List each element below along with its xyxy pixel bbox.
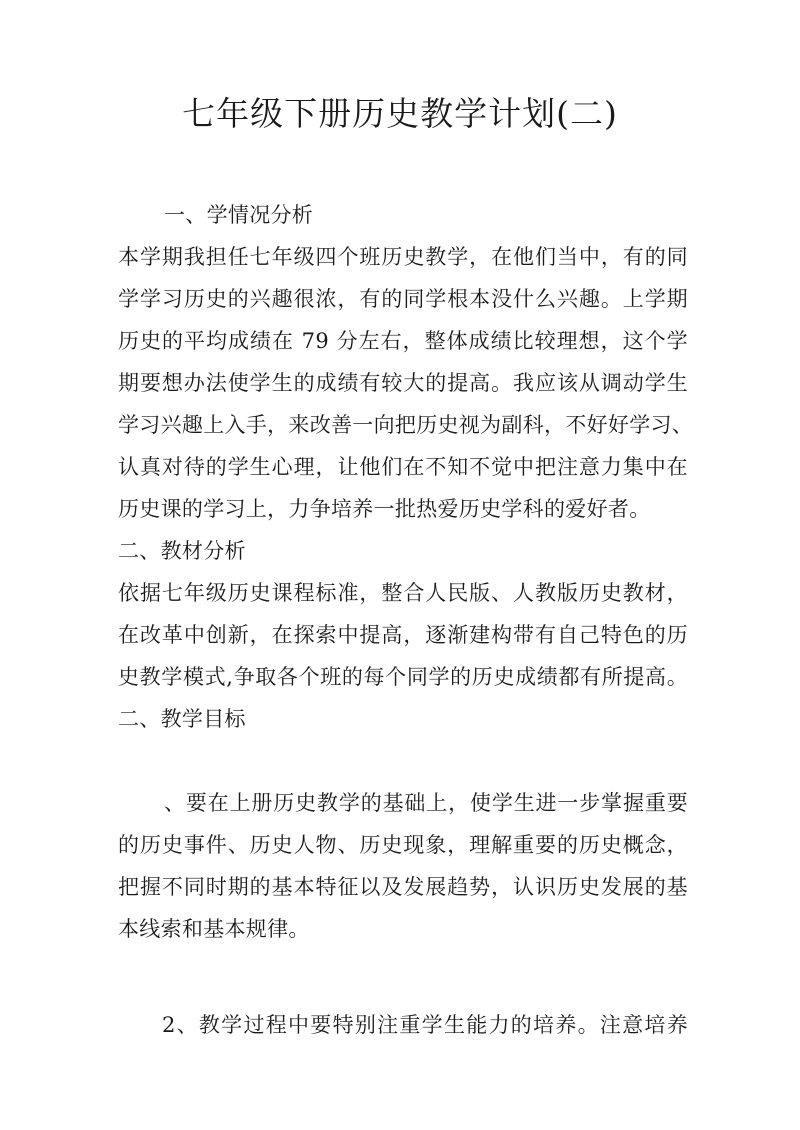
section-heading-textbook-analysis: 二、教材分析 <box>118 539 246 563</box>
paragraph-line: 本学期我担任七年级四个班历史教学，在他们当中，有的同 <box>118 245 688 269</box>
paragraph-line: 2、教学过程中要特别注重学生能力的培养。注意培养 <box>162 1013 688 1037</box>
paragraph-line: 依据七年级历史课程标准，整合人民版、人教版历史教材， <box>118 581 688 605</box>
paragraph-line: 期要想办法使学生的成绩有较大的提高。我应该从调动学生 <box>118 371 688 395</box>
paragraph-line: 的历史事件、历史人物、历史现象，理解重要的历史概念， <box>118 833 688 857</box>
paragraph-line: 历史课的学习上，力争培养一批热爱历史学科的爱好者。 <box>118 497 651 521</box>
section-heading-teaching-goals: 二、教学目标 <box>118 707 246 731</box>
paragraph-line: 历史的平均成绩在 79 分左右，整体成绩比较理想，这个学 <box>118 329 688 353</box>
paragraph-line: 史教学模式,争取各个班的每个同学的历史成绩都有所提高。 <box>118 665 688 689</box>
section-heading-learner-analysis: 一、学情况分析 <box>164 203 314 227</box>
document-title: 七年级下册历史教学计划(二) <box>182 94 618 133</box>
paragraph-line: 学学习历史的兴趣很浓，有的同学根本没什么兴趣。上学期 <box>118 287 688 311</box>
paragraph-line: 学习兴趣上入手，来改善一向把历史视为副科，不好好学习、 <box>118 413 694 437</box>
paragraph-line: 认真对待的学生心理，让他们在不知不觉中把注意力集中在 <box>118 455 688 479</box>
paragraph-line: 、要在上册历史教学的基础上，使学生进一步掌握重要 <box>164 791 688 815</box>
paragraph-line: 本线索和基本规律。 <box>118 917 310 941</box>
paragraph-line: 在改革中创新，在探索中提高，逐渐建构带有自己特色的历 <box>118 623 688 647</box>
paragraph-line: 把握不同时期的基本特征以及发展趋势，认识历史发展的基 <box>118 875 688 899</box>
